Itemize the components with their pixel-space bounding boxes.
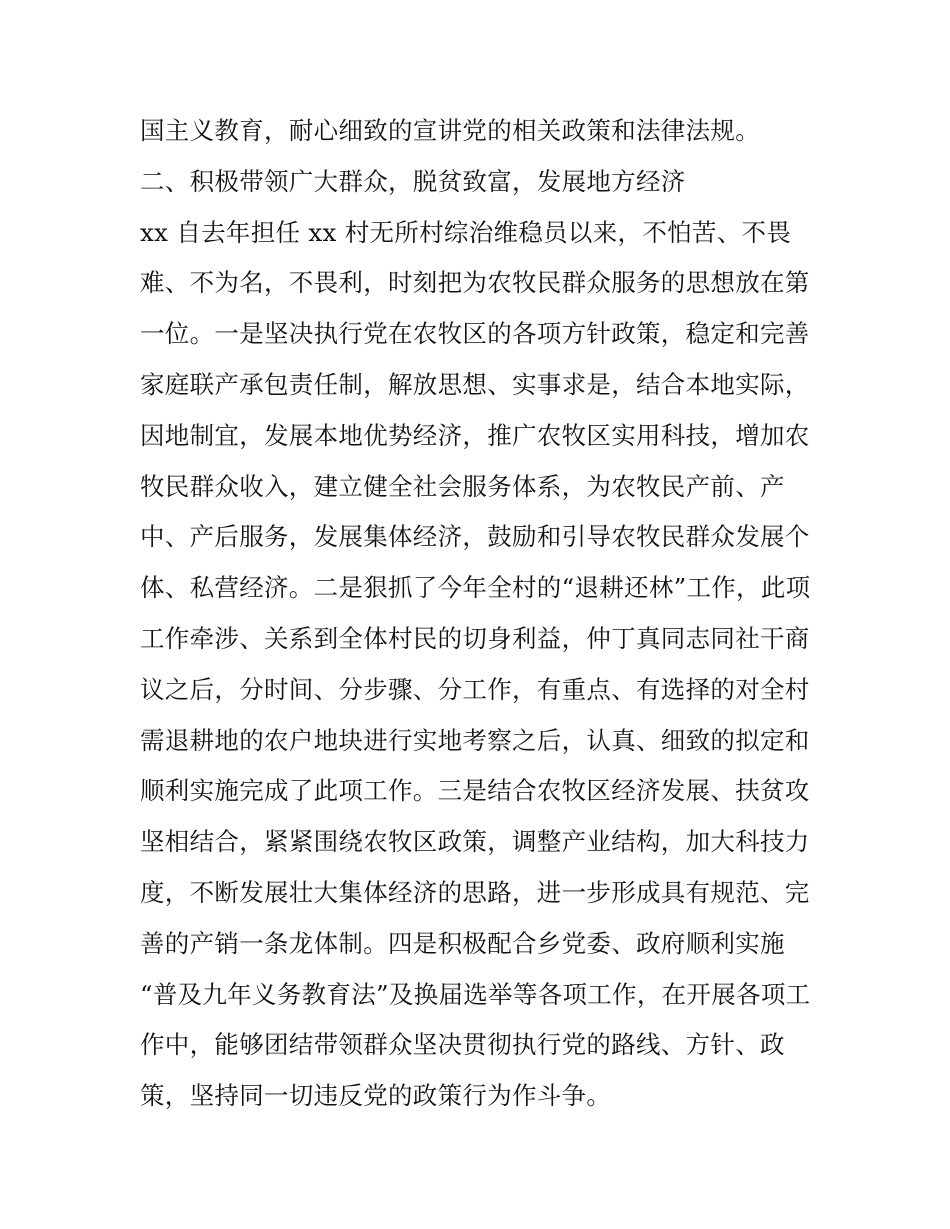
text-line: xx 自去年担任 xx 村无所村综治维稳员以来，不怕苦、不畏 xyxy=(140,217,792,247)
text-line: 度，不断发展壮大集体经济的思路，进一步形成具有规范、完 xyxy=(140,877,810,907)
text-line: 家庭联产承包责任制，解放思想、实事求是，结合本地实际， xyxy=(140,369,810,399)
body-text xyxy=(140,106,840,1122)
section-heading: 二、积极带领广大群众，脱贫致富，发展地方经济 xyxy=(140,166,686,196)
text-line: 工作牵涉、关系到全体村民的切身利益，仲丁真同志同社干商 xyxy=(140,623,810,653)
text-line: 顺利实施完成了此项工作。三是结合农牧区经济发展、扶贫攻 xyxy=(140,776,810,806)
text-line: “普及九年义务教育法”及换届选举等各项工作，在开展各项工 xyxy=(140,979,811,1009)
text-line: 中、产后服务，发展集体经济，鼓励和引导农牧民群众发展个 xyxy=(140,522,810,552)
text-line: 难、不为名，不畏利，时刻把为农牧民群众服务的思想放在第 xyxy=(140,268,810,298)
text-line: 因地制宜，发展本地优势经济，推广农牧区实用科技，增加农 xyxy=(140,420,810,450)
text-line: 坚相结合，紧紧围绕农牧区政策，调整产业结构，加大科技力 xyxy=(140,827,810,857)
text-line: 体、私营经济。二是狠抓了今年全村的“退耕还林”工作，此项 xyxy=(140,573,811,603)
text-line: 议之后，分时间、分步骤、分工作，有重点、有选择的对全村 xyxy=(140,674,810,704)
text-line: 牧民群众收入，建立健全社会服务体系，为农牧民产前、产 xyxy=(140,471,785,501)
text-line: 需退耕地的农户地块进行实地考察之后，认真、细致的拟定和 xyxy=(140,725,810,755)
text-line: 善的产销一条龙体制。四是积极配合乡党委、政府顺利实施 xyxy=(140,928,785,958)
text-line: 策，坚持同一切违反党的政策行为作斗争。 xyxy=(140,1081,612,1111)
text-line: 作中，能够团结带领群众坚决贯彻执行党的路线、方针、政 xyxy=(140,1030,785,1060)
text-line: 一位。一是坚决执行党在农牧区的各项方针政策，稳定和完善 xyxy=(140,319,810,349)
text-line: 国主义教育，耐心细致的宣讲党的相关政策和法律法规。 xyxy=(140,116,760,145)
